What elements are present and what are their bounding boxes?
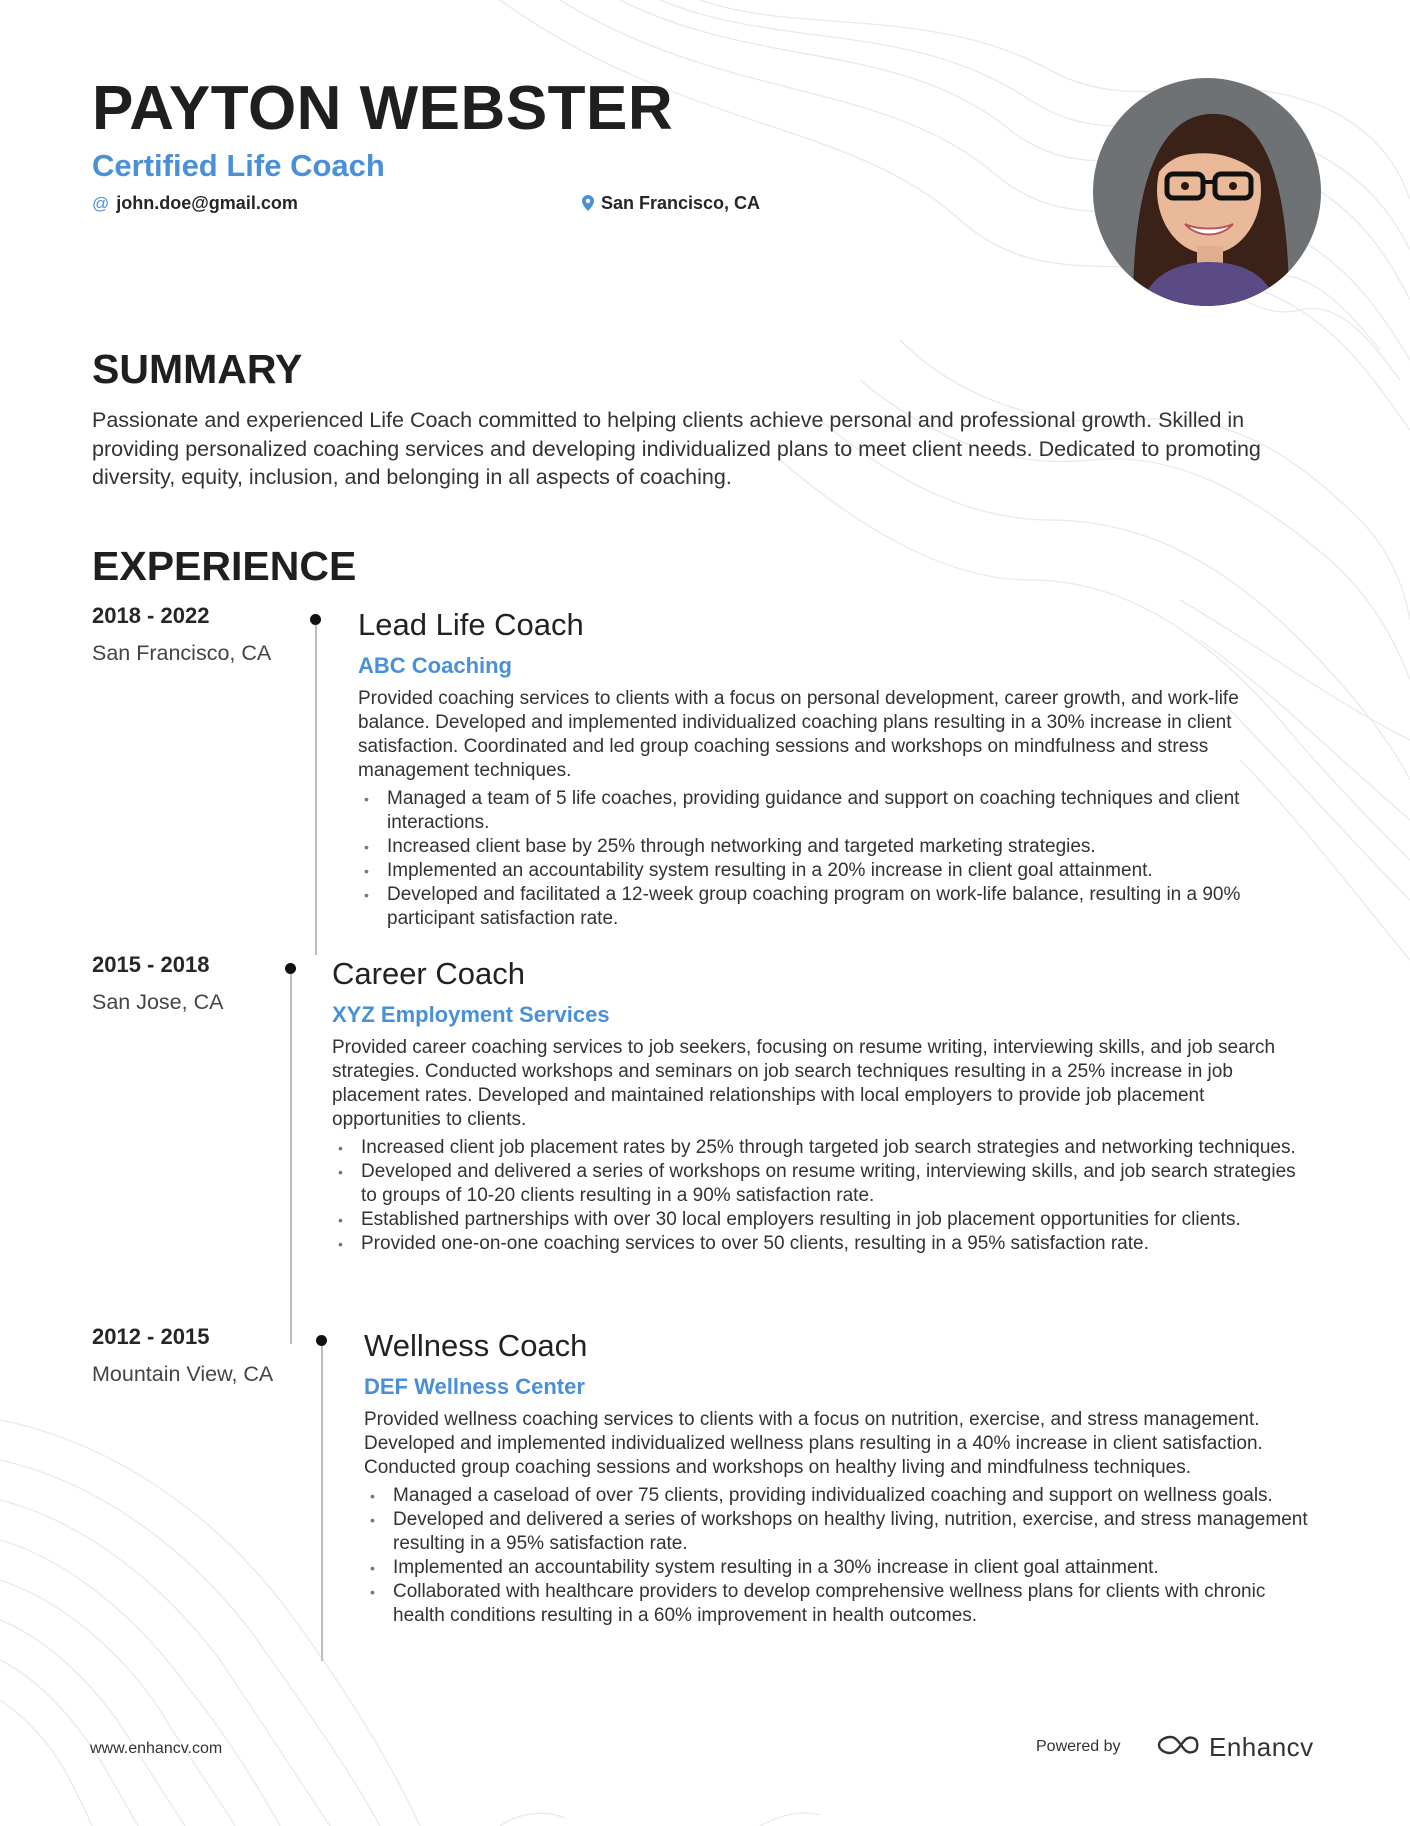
footer-powered-by: Powered by: [1036, 1738, 1121, 1755]
job-bullets: [358, 787, 1310, 931]
job-company: ABC Coaching: [358, 653, 512, 678]
job-content: [332, 954, 1312, 1256]
summary-text: Passionate and experienced Life Coach committed to helping clients achieve personal and professional growth. Skilled in providing personalized coaching services and developing individualized plans to meet client needs. Dedicated to promoting diversity, equity, inclusion, and belonging in all aspects of coaching.: [92, 408, 1261, 489]
job-bullet: • Managed a caseload of over 75 clients, providing individualized coaching and support on wellness goals.: [364, 1484, 1312, 1508]
enhancv-logo[interactable]: [1155, 1727, 1314, 1767]
job-location: San Francisco, CA: [92, 641, 272, 665]
candidate-title: Certified Life Coach: [92, 148, 385, 183]
job-description: Provided wellness coaching services to clients with a focus on nutrition, exercise, and stress management. Developed and implemented individualized wellness plans resulting in a 40% increase in client satisfaction. Conducted group coaching sessions and workshops on healthy living and mindfulness techniques.: [364, 1409, 1263, 1478]
job-bullets: [332, 1136, 1312, 1256]
contact-email[interactable]: [92, 194, 298, 212]
enhancv-logo-icon: [1155, 1732, 1201, 1763]
job-dates: 2012 - 2015: [92, 1324, 210, 1349]
job-company: DEF Wellness Center: [364, 1374, 585, 1399]
experience-heading: EXPERIENCE: [92, 543, 357, 589]
email-text: john.doe@gmail.com: [116, 193, 298, 213]
summary-heading: SUMMARY: [92, 346, 303, 392]
location-text: San Francisco, CA: [601, 193, 761, 213]
job-description: Provided career coaching services to job seekers, focusing on resume writing, interviewing skills, and job search strategies. Conducted workshops and seminars on job search techniques resulting in a 25% increase in job placement rates. Developed and maintained relationships with local employers to provide job placement opportunities to clients.: [332, 1037, 1276, 1130]
job-bullet: • Provided one-on-one coaching services to over 50 clients, resulting in a 95% satisfaction rate.: [332, 1232, 1312, 1256]
job-location: Mountain View, CA: [92, 1362, 274, 1386]
job-bullet: • Established partnerships with over 30 local employers resulting in job placement opportunities for clients.: [332, 1208, 1312, 1232]
job-bullets: [364, 1484, 1312, 1628]
job-role: Lead Life Coach: [358, 607, 584, 642]
timeline-dot: [316, 1335, 327, 1346]
job-bullet: • Developed and facilitated a 12-week group coaching program on work-life balance, resulting in a 90% participant satisfaction rate.: [358, 883, 1310, 931]
map-pin-icon: [582, 195, 594, 211]
profile-photo: [1093, 78, 1321, 306]
job-description: Provided coaching services to clients with a focus on personal development, career growth, and work-life balance. Developed and implemented individualized coaching plans resulting in a 30% increase in client satisfaction. Coordinated and led group coaching sessions and workshops on mindfulness and stress management techniques.: [358, 688, 1239, 781]
job-bullet: • Implemented an accountability system resulting in a 30% increase in client goal attainment.: [364, 1556, 1312, 1580]
at-icon: @: [92, 193, 110, 213]
job-role: Wellness Coach: [364, 1328, 588, 1363]
timeline-line: [315, 625, 317, 955]
job-content: [358, 605, 1310, 931]
footer-website-link[interactable]: www.enhancv.com: [90, 1740, 223, 1757]
job-dates: 2015 - 2018: [92, 952, 210, 977]
job-bullet: • Increased client base by 25% through networking and targeted marketing strategies.: [358, 835, 1310, 859]
job-role: Career Coach: [332, 956, 525, 991]
timeline-line: [290, 974, 292, 1344]
job-bullet: • Implemented an accountability system resulting in a 20% increase in client goal attainment.: [358, 859, 1310, 883]
job-dates: 2018 - 2022: [92, 603, 210, 628]
timeline-dot: [285, 963, 296, 974]
job-location: San Jose, CA: [92, 990, 224, 1014]
enhancv-brand-text: Enhancv: [1209, 1731, 1314, 1762]
job-bullet: • Developed and delivered a series of workshops on resume writing, interviewing skills, and job search strategies to groups of 10-20 clients resulting in a 90% satisfaction rate.: [332, 1160, 1312, 1208]
contact-location: [582, 194, 760, 212]
job-bullet: • Developed and delivered a series of workshops on healthy living, nutrition, exercise, and stress management resulting in a 95% satisfaction rate.: [364, 1508, 1312, 1556]
job-company: XYZ Employment Services: [332, 1002, 610, 1027]
job-bullet: • Managed a team of 5 life coaches, providing guidance and support on coaching techniques and client interactions.: [358, 787, 1310, 835]
job-bullet: • Collaborated with healthcare providers to develop comprehensive wellness plans for clients with chronic health conditions resulting in a 60% improvement in health outcomes.: [364, 1580, 1312, 1628]
timeline-line: [321, 1346, 323, 1661]
timeline-dot: [310, 614, 321, 625]
job-content: [364, 1326, 1312, 1628]
job-bullet: • Increased client job placement rates by 25% through targeted job search strategies and networking techniques.: [332, 1136, 1312, 1160]
candidate-name: PAYTON WEBSTER: [92, 74, 674, 143]
